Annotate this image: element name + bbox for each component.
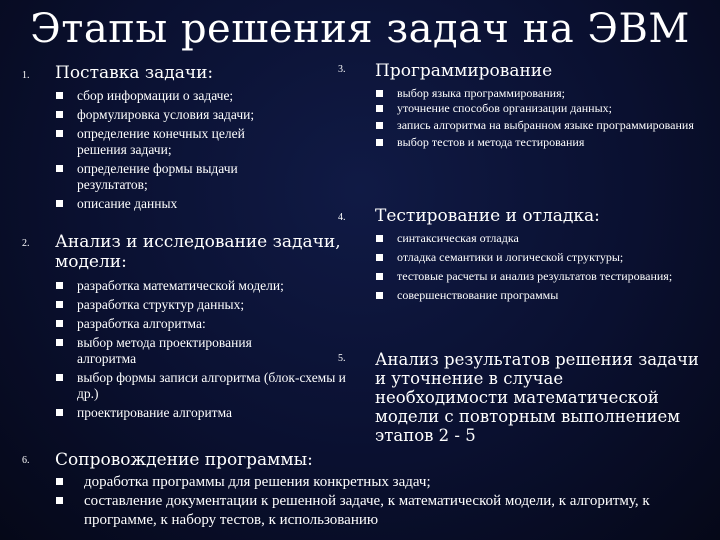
list-item: отладка семантики и логической структуры;: [374, 250, 687, 265]
list-item: формулировка условия задачи;: [54, 107, 319, 123]
section-1-list: [54, 88, 319, 212]
slide-title: Этапы решения задач на ЭВМ: [30, 6, 690, 52]
list-item: выбор метода проектирования алгоритма: [54, 335, 312, 367]
list-item: запись алгоритма на выбранном языке программирования: [374, 118, 694, 133]
list-item: выбор формы записи алгоритма (блок-схемы и др.): [54, 370, 352, 402]
list-item: разработка структур данных;: [54, 297, 354, 313]
list-item: выбор языка программирования;: [374, 86, 694, 101]
list-item: определение конечных целей решения задачи;: [54, 126, 287, 158]
list-item: тестовые расчеты и анализ результатов тестирования;: [374, 269, 694, 284]
bullet-icon: [376, 235, 383, 242]
section-5-heading: Анализ результатов решения задачи и уточнение в случае необходимости математической модели с повторным выполнением этапов 2 - 5: [375, 350, 699, 445]
list-item: составление документации к решенной задаче, к математической модели, к алгоритму, к программе, к набору тестов, к использованию: [54, 492, 704, 530]
section-1-heading: Поставка задачи:: [55, 63, 214, 83]
list-item: разработка алгоритма:: [54, 316, 354, 332]
list-item: доработка программы для решения конкретных задач;: [54, 473, 704, 492]
list-item: совершенствование программы: [374, 288, 694, 303]
bullet-icon: [56, 374, 63, 381]
list-item: разработка математической модели;: [54, 278, 354, 294]
bullet-icon: [376, 90, 383, 97]
section-5-number: 5.: [338, 353, 346, 364]
section-3-number: 3.: [338, 64, 346, 75]
bullet-icon: [56, 339, 63, 346]
section-6-number: 6.: [22, 455, 30, 466]
bullet-icon: [56, 200, 63, 207]
list-item: синтаксическая отладка: [374, 231, 694, 246]
list-item: уточнение способов организации данных;: [374, 101, 662, 116]
bullet-icon: [376, 273, 383, 280]
bullet-icon: [376, 122, 383, 129]
bullet-icon: [56, 409, 63, 416]
bullet-icon: [56, 92, 63, 99]
bullet-icon: [56, 320, 63, 327]
bullet-icon: [56, 165, 63, 172]
bullet-icon: [56, 497, 63, 504]
bullet-icon: [56, 282, 63, 289]
section-2-heading: Анализ и исследование задачи, модели:: [55, 232, 341, 272]
bullet-icon: [56, 111, 63, 118]
section-4-heading: Тестирование и отладка:: [375, 206, 600, 226]
section-2-number: 2.: [22, 238, 30, 249]
section-3-heading: Программирование: [375, 61, 553, 81]
list-item: описание данных: [54, 196, 319, 212]
bullet-icon: [56, 301, 63, 308]
section-3-list: [374, 86, 694, 150]
section-6-heading: Сопровождение программы:: [55, 450, 313, 470]
list-item: определение формы выдачи результатов;: [54, 161, 297, 193]
bullet-icon: [376, 292, 383, 299]
section-2-list: [54, 278, 354, 421]
bullet-icon: [56, 130, 63, 137]
bullet-icon: [56, 478, 63, 485]
section-1-number: 1.: [22, 70, 30, 81]
section-4-list: [374, 231, 694, 303]
list-item: выбор тестов и метода тестирования: [374, 135, 694, 150]
bullet-icon: [376, 139, 383, 146]
bullet-icon: [376, 254, 383, 261]
section-6-list: [54, 473, 704, 530]
bullet-icon: [376, 105, 383, 112]
section-4-number: 4.: [338, 212, 346, 223]
list-item: сбор информации о задаче;: [54, 88, 319, 104]
list-item: проектирование алгоритма: [54, 405, 354, 421]
